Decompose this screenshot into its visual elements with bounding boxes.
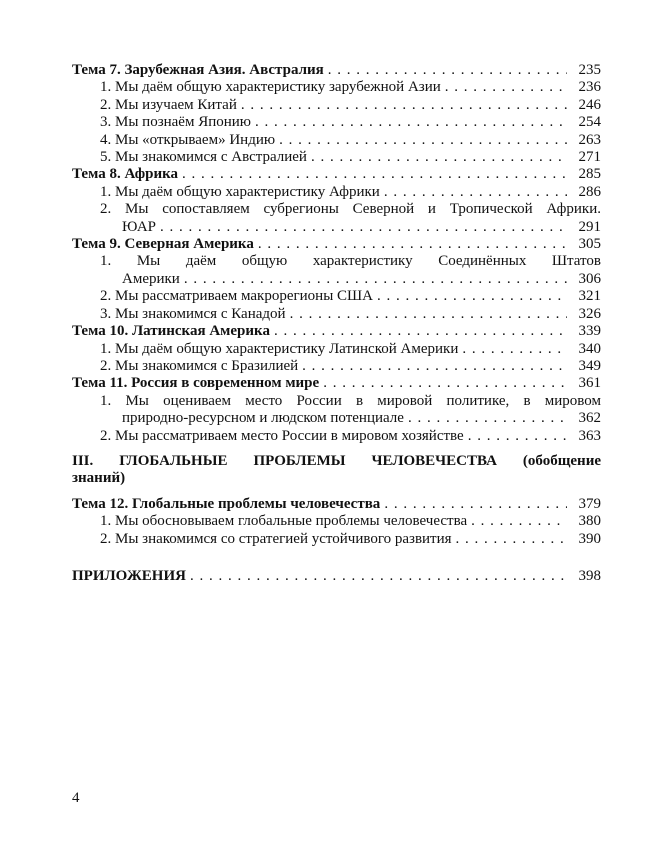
- toc-entry-label: Тема 12. Глобальные проблемы человечества: [72, 495, 381, 512]
- toc-entry-line: III. ГЛОБАЛЬНЫЕ ПРОБЛЕМЫ ЧЕЛОВЕЧЕСТВА (обобщение: [72, 452, 601, 469]
- toc-entry: [72, 341, 601, 358]
- page-number: 271: [578, 149, 601, 166]
- toc-entry-label: Тема 8. Африка: [72, 166, 178, 183]
- toc-entry: [72, 358, 601, 375]
- page-number: 349: [578, 357, 601, 374]
- page-number: 390: [578, 530, 601, 547]
- dot-leader: [190, 568, 567, 585]
- dot-leader: [274, 323, 567, 340]
- toc-entry-line: [72, 568, 601, 585]
- page-number: 321: [578, 288, 601, 305]
- toc-entry: [72, 114, 601, 131]
- toc-entry-line: [122, 410, 601, 427]
- toc-entry: [72, 253, 601, 288]
- toc-entry-line: [100, 306, 601, 323]
- toc-entry-label: 3. Мы познаём Японию: [100, 114, 251, 131]
- toc-entry-line: [72, 470, 601, 487]
- toc-entry-label: знаний): [72, 470, 126, 487]
- page-number: 362: [578, 410, 601, 427]
- toc-entry-line: [72, 166, 601, 183]
- toc-entry-label: 2. Мы рассматриваем макрорегионы США: [100, 288, 374, 305]
- toc-entry-label: 1. Мы даём общую характеристику Африки: [100, 183, 380, 200]
- toc-entry-label: 2. Мы знакомимся со стратегией устойчивого развития: [100, 530, 452, 547]
- toc-entry-label: 5. Мы знакомимся с Австралией: [100, 149, 307, 166]
- toc-entry-label: Тема 10. Латинская Америка: [72, 323, 270, 340]
- toc-entry-line: [100, 114, 601, 131]
- toc-entry-label: 1. Мы даём общую характеристику Латинской Америки: [100, 340, 459, 357]
- toc-entry-label: Тема 7. Зарубежная Азия. Австралия: [72, 62, 324, 78]
- page-number: 379: [578, 495, 601, 512]
- dot-leader: [182, 166, 567, 183]
- toc-entry-line: 1. Мы даём общую характеристику Соединённых Штатов: [100, 253, 601, 270]
- toc-entry-label: 2. Мы рассматриваем место России в мировом хозяйстве: [100, 427, 464, 444]
- page-number: 340: [578, 340, 601, 357]
- toc-entry: [72, 184, 601, 201]
- page-number: 305: [578, 236, 601, 253]
- toc-entry-line: [72, 375, 601, 392]
- toc-entry-label: ПРИЛОЖЕНИЯ: [72, 567, 186, 584]
- toc-entry-line: [100, 358, 601, 375]
- dot-leader: [311, 149, 567, 166]
- dot-leader: [445, 79, 567, 96]
- toc-entry: [72, 166, 601, 183]
- toc-entry: [72, 201, 601, 236]
- dot-leader: [384, 184, 567, 201]
- toc-entry-line: 2. Мы сопоставляем субрегионы Северной и Тропической Африки.: [100, 201, 601, 218]
- toc-entry: [72, 375, 601, 392]
- dot-leader: [241, 97, 567, 114]
- toc-list: [72, 62, 601, 585]
- dot-leader: [302, 358, 567, 375]
- toc-entry-line: [100, 428, 601, 445]
- toc-entry: [72, 453, 601, 488]
- toc-entry-label: 3. Мы знакомимся с Канадой: [100, 305, 286, 322]
- dot-leader: [258, 236, 567, 253]
- page-number: 236: [578, 79, 601, 96]
- toc-entry-label: 1. Мы даём общую характеристику зарубежной Азии: [100, 79, 441, 96]
- dot-leader: [290, 306, 567, 323]
- page-number: 361: [578, 375, 601, 392]
- dot-leader: [384, 496, 567, 513]
- toc-entry: [72, 323, 601, 340]
- toc-entry: [72, 496, 601, 513]
- toc-entry-line: 1. Мы оцениваем место России в мировой политике, в мировом: [100, 392, 601, 409]
- toc-entry: [72, 288, 601, 305]
- toc-entry-label: 2. Мы изучаем Китай: [100, 96, 237, 113]
- toc-entry-line: [100, 288, 601, 305]
- toc-entry-label: ЮАР: [122, 218, 157, 235]
- dot-leader: [160, 219, 567, 236]
- page-number: 291: [578, 218, 601, 235]
- dot-leader: [328, 62, 567, 79]
- dot-leader: [323, 375, 567, 392]
- toc-entry-line: [100, 184, 601, 201]
- toc-entry: [72, 62, 601, 79]
- footer-page-number: 4: [72, 790, 80, 806]
- toc-entry-line: [100, 97, 601, 114]
- page-number: 306: [578, 270, 601, 287]
- dot-leader: [377, 288, 567, 305]
- toc-entry-line: [72, 236, 601, 253]
- dot-leader: [456, 531, 567, 548]
- dot-leader: [184, 271, 567, 288]
- toc-entry: [72, 428, 601, 445]
- toc-entry-line: [122, 219, 601, 236]
- toc-entry-line: [72, 496, 601, 513]
- toc-entry-line: [100, 149, 601, 166]
- dot-leader: [471, 513, 567, 530]
- toc-entry-line: [72, 323, 601, 340]
- page-number: 326: [578, 305, 601, 322]
- toc-entry: [72, 79, 601, 96]
- page-number: 363: [578, 427, 601, 444]
- toc-entry-label: 2. Мы знакомимся с Бразилией: [100, 357, 299, 374]
- page-number: 246: [578, 96, 601, 113]
- page-number: 254: [578, 114, 601, 131]
- page-number: 285: [578, 166, 601, 183]
- toc-entry-line: [100, 79, 601, 96]
- toc-entry: [72, 236, 601, 253]
- toc-entry-label: Тема 11. Россия в современном мире: [72, 375, 320, 392]
- toc-entry: [72, 132, 601, 149]
- page-number: 380: [578, 513, 601, 530]
- toc-entry: [72, 531, 601, 548]
- toc-entry: [72, 97, 601, 114]
- dot-leader: [255, 114, 567, 131]
- toc-entry: [72, 513, 601, 530]
- toc-entry-line: [72, 62, 601, 79]
- dot-leader: [468, 428, 567, 445]
- toc-entry: [72, 393, 601, 428]
- toc-entry: [72, 149, 601, 166]
- toc-entry-label: 1. Мы обосновываем глобальные проблемы человечества: [100, 513, 468, 530]
- toc-entry-line: [100, 341, 601, 358]
- toc-entry-label: природно-ресурсном и людском потенциале: [122, 410, 404, 427]
- page-number: 235: [578, 62, 601, 78]
- page-number: 398: [578, 567, 601, 584]
- toc-entry-line: [100, 513, 601, 530]
- dot-leader: [279, 132, 567, 149]
- page-number: 263: [578, 131, 601, 148]
- dot-leader: [408, 410, 567, 427]
- toc-entry-line: [122, 271, 601, 288]
- toc-entry: [72, 306, 601, 323]
- page-number: 339: [578, 323, 601, 340]
- toc-entry-line: [100, 531, 601, 548]
- toc-entry-label: Тема 9. Северная Америка: [72, 236, 254, 253]
- toc-entry-label: Америки: [122, 270, 180, 287]
- toc-entry-label: 4. Мы «открываем» Индию: [100, 131, 276, 148]
- toc-entry-line: [100, 132, 601, 149]
- dot-leader: [462, 341, 567, 358]
- toc-entry: [72, 568, 601, 585]
- page-number: 286: [578, 183, 601, 200]
